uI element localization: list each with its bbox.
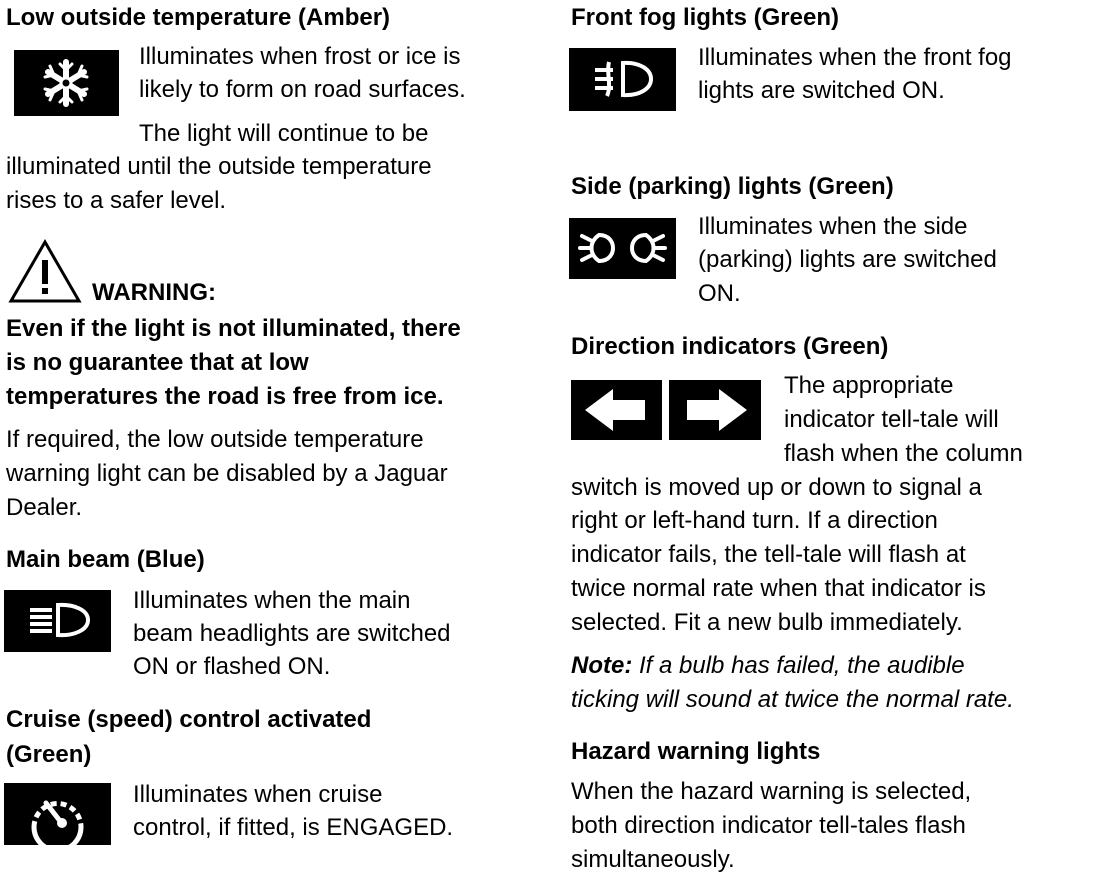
fog-light-icon (569, 48, 676, 111)
arrow-right-icon (669, 380, 761, 440)
direction-heading: Direction indicators (Green) (571, 333, 889, 360)
main-beam-text-1: Illuminates when the main (133, 587, 411, 614)
low-temp-text-3: The light will continue to be (139, 120, 429, 147)
direction-text-3: flash when the column (784, 440, 1023, 467)
cruise-control-icon (4, 783, 111, 845)
warning-text-1: If required, the low outside temperature (6, 426, 424, 453)
direction-text-7: twice normal rate when that indicator is (571, 575, 986, 602)
fog-heading: Front fog lights (Green) (571, 4, 839, 31)
warning-text-2: warning light can be disabled by a Jaguar (6, 460, 448, 487)
note-label: Note: (571, 652, 633, 679)
direction-text-4: switch is moved up or down to signal a (571, 474, 982, 501)
low-temp-text-2: likely to form on road surfaces. (139, 76, 466, 103)
fog-text-1: Illuminates when the front fog (698, 44, 1012, 71)
note-text-2: ticking will sound at twice the normal rate. (571, 686, 1014, 713)
main-beam-text-3: ON or flashed ON. (133, 653, 331, 680)
cruise-heading-2: (Green) (6, 741, 92, 768)
warning-bold-1: Even if the light is not illuminated, there (6, 315, 461, 342)
warning-bold-3: temperatures the road is free from ice. (6, 383, 444, 410)
arrow-left-icon (571, 380, 662, 440)
warning-text-3: Dealer. (6, 494, 83, 521)
side-text-3: ON. (698, 280, 741, 307)
snowflake-icon (14, 50, 119, 116)
hazard-text-1: When the hazard warning is selected, (571, 778, 972, 805)
direction-text-6: indicator fails, the tell-tale will flash at (571, 541, 966, 568)
cruise-heading-1: Cruise (speed) control activated (6, 706, 372, 733)
hazard-text-2: both direction indicator tell-tales flash (571, 812, 966, 839)
side-light-icon (569, 218, 676, 279)
low-temp-text-4: illuminated until the outside temperature (6, 153, 432, 180)
warning-label: WARNING: (92, 279, 216, 306)
main-beam-text-2: beam headlights are switched (133, 620, 451, 647)
main-beam-heading: Main beam (Blue) (6, 546, 205, 573)
low-temp-text-5: rises to a safer level. (6, 187, 227, 214)
side-text-1: Illuminates when the side (698, 213, 968, 240)
note-text-1: If a bulb has failed, the audible (639, 652, 965, 679)
fog-text-2: lights are switched ON. (698, 77, 945, 104)
direction-text-2: indicator tell-tale will (784, 406, 999, 433)
warning-triangle-icon (8, 238, 82, 304)
direction-text-8: selected. Fit a new bulb immediately. (571, 609, 963, 636)
note-line-1 (571, 649, 965, 683)
side-heading: Side (parking) lights (Green) (571, 173, 894, 200)
direction-text-5: right or left-hand turn. If a direction (571, 507, 938, 534)
hazard-heading: Hazard warning lights (571, 738, 821, 765)
low-temp-text-1: Illuminates when frost or ice is (139, 43, 461, 70)
hazard-text-3: simultaneously. (571, 846, 735, 873)
main-beam-icon (4, 590, 111, 652)
low-temp-heading: Low outside temperature (Amber) (6, 4, 391, 31)
warning-bold-2: is no guarantee that at low (6, 349, 309, 376)
cruise-text-2: control, if fitted, is ENGAGED. (133, 814, 454, 841)
side-text-2: (parking) lights are switched (698, 246, 997, 273)
cruise-text-1: Illuminates when cruise (133, 781, 383, 808)
direction-text-1: The appropriate (784, 372, 954, 399)
